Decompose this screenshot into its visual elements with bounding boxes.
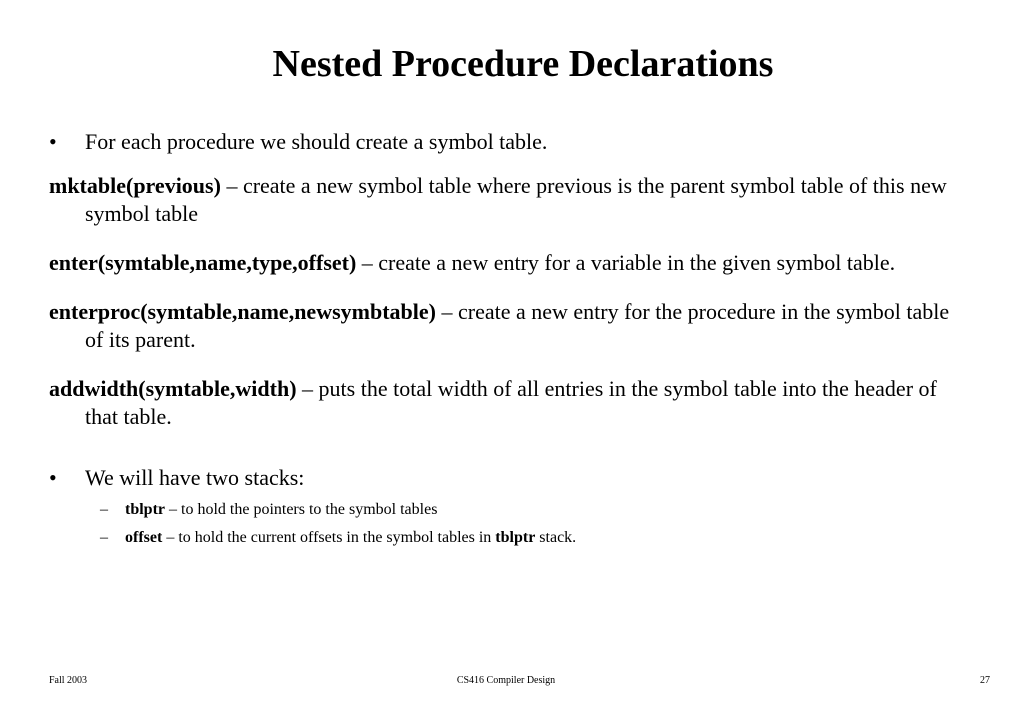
sub-item-tblptr (49, 496, 969, 524)
bullet-mark: • (49, 129, 57, 154)
footer-page-number: 27 (980, 675, 990, 686)
definition-term: enter(symtable,name,type,offset) (49, 250, 357, 275)
bullet-item (49, 464, 969, 492)
sub-item-term: tblptr (125, 501, 165, 518)
bullet-item (49, 128, 969, 156)
slide-content (49, 128, 969, 552)
bullet-mark: • (49, 465, 57, 490)
definition-term: mktable(previous) (49, 173, 221, 198)
footer-course: CS416 Compiler Design (456, 675, 556, 686)
bullet-text: We will have two stacks: (85, 465, 305, 490)
definition-term: addwidth(symtable,width) (49, 376, 297, 401)
dash-mark: – (100, 529, 108, 546)
sub-item-text-2: stack. (535, 529, 577, 546)
definition-text: – create a new entry for the procedure in the symbol table of its parent. (85, 299, 950, 352)
sub-item-term: offset (125, 529, 163, 546)
definition-term: enterproc(symtable,name,newsymbtable) (49, 299, 436, 324)
dash-mark: – (100, 501, 108, 518)
definition-text: – create a new symbol table where previous is the parent symbol table of this new symbol table (85, 173, 947, 226)
definition-enter (49, 249, 969, 277)
sub-item-text: – to hold the pointers to the symbol tables (165, 501, 438, 518)
definition-mktable (49, 172, 969, 228)
slide-title: Nested Procedure Declarations (272, 43, 774, 85)
definition-enterproc (49, 298, 969, 354)
definition-text: – create a new entry for a variable in the given symbol table. (356, 250, 896, 275)
footer-date: Fall 2003 (49, 675, 88, 686)
sub-item-text: – to hold the current offsets in the symbol tables in (162, 529, 496, 546)
bullet-text: For each procedure we should create a symbol table. (85, 129, 548, 154)
sub-item-offset (49, 524, 969, 552)
definition-text: – puts the total width of all entries in the symbol table into the header of that table. (85, 376, 937, 429)
sub-item-term-2: tblptr (495, 529, 536, 546)
definition-addwidth (49, 375, 969, 431)
